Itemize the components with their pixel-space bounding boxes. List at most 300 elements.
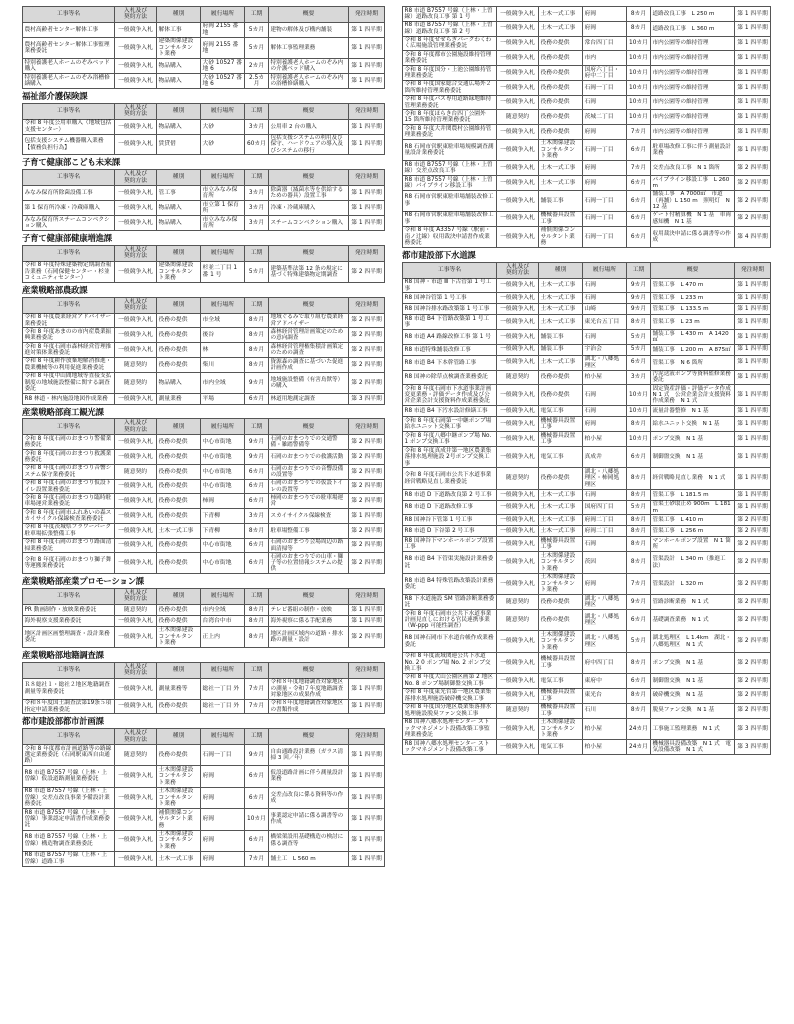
category: 土木関係建設コンサルタント業務 [157, 830, 201, 851]
contract-method: 一般競争入札 [115, 699, 157, 714]
contract-method: 一般競争入札 [115, 328, 157, 343]
table-row [403, 51, 771, 66]
summary: 制御盤交換 N 1 基 [651, 447, 735, 468]
duration: 10カ月 [245, 809, 269, 830]
procurement-name: 令和 8 年度石岡のおまつり音響システム保守業務委託 [23, 464, 115, 479]
procurement-table [22, 103, 385, 155]
category: 補償関係コンサルタント業務 [539, 226, 583, 247]
procurement-name: 地区計画区画整理調査・設計業務委託 [23, 626, 115, 647]
table-row [403, 447, 771, 468]
contract-method: 一般競争入札 [497, 176, 539, 191]
summary: 事業認定申請に係る調書等の作成 [269, 809, 349, 830]
category: 物品購入 [157, 216, 201, 231]
contract-method: 随意契約 [497, 468, 539, 489]
category: 役務の提供 [157, 450, 201, 465]
summary: 管路診断業務 N 1 式 [651, 595, 735, 610]
table-row [403, 573, 771, 594]
duration: 24カ月 [627, 740, 651, 755]
location: 府岡 [583, 125, 627, 140]
location: 中心市街地 [201, 538, 245, 553]
order-quarter: 第 2 四半期 [735, 673, 771, 688]
contract-method: 一般競争入札 [497, 673, 539, 688]
table-row [403, 417, 771, 432]
duration: 5カ月 [627, 631, 651, 652]
procurement-table [402, 6, 771, 248]
duration: 3カ月 [245, 119, 269, 134]
table-row [403, 344, 771, 355]
col-header-method: 入札及び 契約方法 [115, 588, 157, 604]
contract-method: 一般競争入札 [115, 134, 157, 155]
contract-method: 一般競争入札 [115, 261, 157, 282]
duration: 5カ月 [627, 344, 651, 355]
procurement-name: R8 国神谷管第 1 号工事 [403, 293, 497, 304]
contract-method: 一般競争入札 [115, 509, 157, 524]
table-row [403, 515, 771, 526]
col-header-name: 工事等名 [23, 419, 115, 435]
duration: 3カ月 [245, 509, 269, 524]
summary: 地区計画区域内の道路・排水路の測量・設計 [269, 626, 349, 647]
order-quarter: 第 1 四半期 [349, 809, 385, 830]
summary: 石岡のおまつりでの音響設備の設置等 [269, 464, 349, 479]
duration: 8カ月 [245, 523, 269, 538]
contract-method: 一般競争入札 [115, 186, 157, 201]
duration: 8カ月 [627, 468, 651, 489]
duration: 6カ月 [627, 226, 651, 247]
summary: 資源森の調査に基づいた促進計画作成 [269, 357, 349, 372]
category: 役務の提供 [157, 479, 201, 494]
col-header-type: 種別 [157, 588, 201, 604]
order-quarter: 第 1 四半期 [735, 304, 771, 315]
order-quarter: 第 2 四半期 [735, 211, 771, 226]
category: 管工事 [157, 186, 201, 201]
table-row [23, 357, 385, 372]
order-quarter: 第 1 四半期 [735, 36, 771, 51]
contract-method: 一般競争入札 [497, 432, 539, 447]
order-quarter: 第 1 四半期 [349, 201, 385, 216]
summary: 管渠工事 L 233 m [651, 293, 735, 304]
order-quarter: 第 1 四半期 [735, 468, 771, 489]
summary: 道路改良工事 L 250 m [651, 7, 735, 22]
contract-method: 一般競争入札 [497, 526, 539, 537]
col-header-type: 種別 [539, 262, 583, 278]
procurement-name: R8 下水道施設 SM 管路診断業務委託 [403, 595, 497, 610]
procurement-name: 令和 8 年度国分地区農業集落排水処理施設脱臭ファン交換工事 [403, 703, 497, 718]
duration: 7カ月 [627, 125, 651, 140]
contract-method: 一般競争入札 [497, 51, 539, 66]
table-row [403, 673, 771, 688]
duration: 3カ月 [245, 216, 269, 231]
procurement-name: みなみ保育所除菌設備工事 [23, 186, 115, 201]
location: 湖北・八郷処理区 [583, 610, 627, 631]
col-header-place: 履行場所 [583, 262, 627, 278]
order-quarter: 第 1 四半期 [349, 74, 385, 89]
contract-method: 一般競争入札 [115, 626, 157, 647]
summary: 公用車 2 台の購入 [269, 119, 349, 134]
table-row [403, 610, 771, 631]
table-row [403, 355, 771, 370]
duration: 10カ月 [627, 406, 651, 417]
location: 石岡 [583, 489, 627, 500]
summary: 管渠設計 L 340 m（推進工法） [651, 552, 735, 573]
contract-method: 一般競争入札 [115, 393, 157, 404]
contract-method: 一般競争入札 [497, 80, 539, 95]
duration: 6カ月 [627, 190, 651, 211]
order-quarter: 第 1 四半期 [735, 447, 771, 468]
location: 中心市街地 [201, 479, 245, 494]
category: 土木関係建設コンサルタント業務 [539, 552, 583, 573]
col-header-period: 工期 [245, 297, 269, 313]
location: 中心市街地 [201, 435, 245, 450]
location: 石岡一丁目 [583, 190, 627, 211]
contract-method: 一般競争入札 [115, 615, 157, 626]
procurement-name: R8 国神谷排水路改築第 1 号工事 [403, 304, 497, 315]
order-quarter: 第 1 四半期 [349, 830, 385, 851]
duration: 5カ月 [627, 500, 651, 515]
procurement-name: 令和 8 年度真成井第一地区農業集落排水処理施設 2号ポンプ交換工事 [403, 447, 497, 468]
category: 建築関係建設コンサルタント業務 [157, 37, 201, 58]
table-row [403, 278, 771, 293]
col-header-place: 履行場所 [201, 419, 245, 435]
summary: 管渠土砂取止め 900m L 181 m [651, 500, 735, 515]
order-quarter: 第 1 四半期 [349, 37, 385, 58]
summary: 管渠設計 L 320 m [651, 573, 735, 594]
procurement-name: R8 市道 B7557 号線（上林・上曽線）交差点改良工事 [403, 161, 497, 176]
table-row [23, 626, 385, 647]
procurement-name: 令和 8 年度公用車購入（地域包括支援センター） [23, 119, 115, 134]
summary: 市内公園等の維持管理 [651, 95, 735, 110]
duration: 10カ月 [627, 66, 651, 81]
order-quarter: 第 1 四半期 [735, 432, 771, 447]
contract-method: 一般競争入札 [497, 515, 539, 526]
category: 役務の提供 [539, 110, 583, 125]
summary: ポンプ交換 N 1 基 [651, 652, 735, 673]
location: 東光台 [583, 688, 627, 703]
contract-method: 一般競争入札 [497, 190, 539, 211]
table-row [403, 468, 771, 489]
contract-method: 一般競争入札 [115, 313, 157, 328]
col-header-name: 工事等名 [23, 588, 115, 604]
procurement-name: 令和 8 年度石岡のおまつり救護業務委託 [23, 450, 115, 465]
summary: 林道用地測定調査 [269, 393, 349, 404]
summary: 森林経営管理権集積計画策定のための調査 [269, 343, 349, 358]
col-header-quarter: 発注時期 [349, 170, 385, 186]
location: 下青柳 [201, 509, 245, 524]
col-header-quarter: 発注時期 [349, 662, 385, 678]
table-row [403, 21, 771, 36]
duration: 6カ月 [627, 610, 651, 631]
duration: 6カ月 [245, 553, 269, 574]
order-quarter: 第 1 四半期 [349, 216, 385, 231]
duration: 8カ月 [245, 313, 269, 328]
summary: 制御盤交換 N 1 基 [651, 673, 735, 688]
procurement-name: 令和 8 年度ほらき台四丁公園外 15 箇所維持管理業務委託 [403, 110, 497, 125]
table-row [403, 552, 771, 573]
summary: 駐車場整備工事 [269, 523, 349, 538]
category: 機械器具設置工事 [539, 652, 583, 673]
category: 土木一式工事 [539, 278, 583, 293]
col-header-place: 履行場所 [201, 729, 245, 745]
department-heading: 福祉部介護保険課 [22, 91, 88, 102]
procurement-name: 特別養護老人ホームのぞみベッド購入 [23, 59, 115, 74]
category: 土木一式工事 [539, 500, 583, 515]
duration: 10カ月 [627, 385, 651, 406]
duration: 6カ月 [627, 447, 651, 468]
table-row [403, 95, 771, 110]
col-header-period: 工期 [245, 729, 269, 745]
category: 機械器具設置工事 [539, 537, 583, 552]
procurement-name: 令和 8 年度あまのの市内産農業振興業務委託 [23, 328, 115, 343]
procurement-name: 令和 8 年度国分・上池公園維持管理業務委託 [403, 66, 497, 81]
table-row [403, 293, 771, 304]
location: 府岡 [583, 417, 627, 432]
procurement-table [22, 588, 385, 648]
location: 茨因 [583, 552, 627, 573]
location: 市全域 [201, 313, 245, 328]
procurement-name: 令和 8 年度石岡市ふれあいの森スカイサイクル保線検査業務委託 [23, 509, 115, 524]
table-row [403, 718, 771, 739]
order-quarter: 第 1 四半期 [349, 59, 385, 74]
duration: 8カ月 [245, 328, 269, 343]
location: 府岡 [201, 851, 245, 866]
order-quarter: 第 1 四半期 [735, 417, 771, 432]
summary: 管渠工事 L 410 m [651, 515, 735, 526]
duration: 10カ月 [627, 51, 651, 66]
duration: 2.5カ月 [245, 74, 269, 89]
procurement-name: R8 石岡市営駅東駐車場舗装改修工事 [403, 190, 497, 211]
col-header-summary: 概要 [269, 662, 349, 678]
location: 府岡 2155 番地 [201, 37, 245, 58]
summary: スカイサイクル保線検査 [269, 509, 349, 524]
location: 大砂 10527 番地 6 [201, 59, 245, 74]
duration: 7カ月 [245, 851, 269, 866]
category: 役務の提供 [539, 51, 583, 66]
table-row [23, 186, 385, 201]
category: 機械器具設置工事 [539, 703, 583, 718]
category: 役務の提供 [157, 509, 201, 524]
col-header-method: 入札及び 契約方法 [115, 297, 157, 313]
table-row [403, 7, 771, 22]
location: 大砂 [201, 134, 245, 155]
table-row [23, 343, 385, 358]
location: 府岡 [201, 766, 245, 787]
order-quarter: 第 1 四半期 [349, 745, 385, 766]
contract-method: 一般競争入札 [115, 59, 157, 74]
order-quarter: 第 1 四半期 [735, 80, 771, 95]
order-quarter: 第 2 四半期 [349, 313, 385, 328]
table-row [403, 526, 771, 537]
location: 市立みなみ保育所 [201, 216, 245, 231]
right-column [402, 6, 770, 1018]
location: 府岡 2155 番地 [201, 22, 245, 37]
procurement-table [402, 262, 771, 755]
contract-method: 一般競争入札 [497, 552, 539, 573]
summary: 破砕機交換 N 1 基 [651, 688, 735, 703]
location: 石岡一丁目 [201, 745, 245, 766]
category: 解体工事 [157, 22, 201, 37]
location: 杉並二丁目 1 番 1 号 [201, 261, 245, 282]
contract-method: 一般競争入札 [497, 95, 539, 110]
contract-method: 一般競争入札 [115, 74, 157, 89]
category: 役務の提供 [157, 464, 201, 479]
category: 役務の提供 [157, 313, 201, 328]
category: 物品購入 [157, 201, 201, 216]
category: 役務の提供 [157, 538, 201, 553]
table-row [23, 134, 385, 155]
col-header-summary: 概要 [651, 262, 735, 278]
procurement-name: 令和 8 年度耕作放棄地解消推進・農業機械等の利用促進業務委託 [23, 357, 115, 372]
procurement-name: 令和 8 年度石岡のおまつり仮設トイレ設置業務委託 [23, 479, 115, 494]
order-quarter: 第 1 四半期 [349, 699, 385, 714]
contract-method: 一般競争入札 [115, 494, 157, 509]
category: 役務の提供 [539, 595, 583, 610]
contract-method: 一般競争入札 [497, 489, 539, 500]
contract-method: 一般競争入札 [115, 553, 157, 574]
summary: 工事施工監理業務 N 1 式 [651, 718, 735, 739]
location: 湖北・八郷処理区・柿岡処理区 [583, 468, 627, 489]
summary: 令和８年度地籍調査対象地区の書類作成 [269, 699, 349, 714]
order-quarter: 第 1 四半期 [735, 500, 771, 515]
contract-method: 一般競争入札 [497, 278, 539, 293]
procurement-name: 海外視察支援業務委託 [23, 615, 115, 626]
table-row [403, 330, 771, 345]
col-header-method: 入札及び 契約方法 [115, 170, 157, 186]
summary: 森林経営管理計画策定のための意向調査 [269, 328, 349, 343]
order-quarter: 第 1 四半期 [735, 406, 771, 417]
location: 石岡 [583, 385, 627, 406]
procurement-name: R8 市道 B4 下汚水設計修繕工事 [403, 406, 497, 417]
category: 土木一式工事 [539, 526, 583, 537]
order-quarter: 第 2 四半期 [349, 464, 385, 479]
procurement-name: 令和 8 年度石岡市公共下水道事業計画見直しにおける官民連携事業（W-ppp 可能性調査） [403, 610, 497, 631]
category: 電気工事 [539, 673, 583, 688]
summary: 脱臭ファン交換 N 1 基 [651, 703, 735, 718]
location: 石岡 [583, 330, 627, 345]
duration: 7カ月 [627, 161, 651, 176]
contract-method: 随意契約 [497, 370, 539, 385]
col-header-quarter: 発注時期 [735, 262, 771, 278]
procurement-name: みなみ保育所スチームコンベクション購入 [23, 216, 115, 231]
summary: 固定資産評価・評価データ作成 N 1 式 公営企業会計支援資料作成業務 N 1 式 [652, 385, 737, 405]
category: 舗装工事 [539, 344, 583, 355]
summary: 汚泥送液ポンプ等資料監修業務委託 [651, 370, 735, 385]
summary: 管渠工事 N 6 箇所 [651, 355, 735, 370]
procurement-name: 令和 8 年度都市計画道路等の路線選定業務委託（石岡駅東西自由通路） [23, 745, 115, 766]
order-quarter: 第 1 四半期 [349, 766, 385, 787]
summary: 管渠工事 L 256 m [651, 526, 735, 537]
contract-method: 一般競争入札 [497, 161, 539, 176]
contract-method: 一般競争入札 [497, 139, 539, 160]
table-row [23, 37, 385, 58]
table-header-row [23, 170, 385, 186]
table-header-row [23, 103, 385, 119]
col-header-quarter: 発注時期 [349, 7, 385, 23]
order-quarter: 第 2 四半期 [349, 494, 385, 509]
order-quarter: 第 2 四半期 [349, 261, 385, 282]
order-quarter: 第 1 四半期 [349, 604, 385, 615]
duration: 6カ月 [245, 787, 269, 808]
procurement-name: 令和 8 年度中山間地域等直接支払制度の地域施設整備に関する調査委託 [23, 372, 115, 393]
contract-method: 一般競争入札 [497, 226, 539, 247]
contract-method: 一般競争入札 [115, 787, 157, 808]
location: 山崎 [583, 304, 627, 315]
duration: 8カ月 [245, 604, 269, 615]
table-row [23, 393, 385, 404]
procurement-name: R8 市道 B7557 号線（上林・上曽線）仮設道路測量業務委託 [23, 766, 115, 787]
category: 電気工事 [539, 740, 583, 755]
col-header-quarter: 発注時期 [349, 729, 385, 745]
summary: 管渠工事 L 470 m [651, 278, 735, 293]
duration: 9カ月 [627, 304, 651, 315]
category: 舗装工事 [539, 190, 583, 211]
procurement-name: R8 市道 B7557 号線（上林・上曽線）道路改良工事 第 2 号 [403, 21, 497, 36]
duration: 60カ月 [245, 134, 269, 155]
contract-method: 一般競争入札 [497, 355, 539, 370]
summary: 機械器具設備改築 N 1 式 電気設備改築 N 1 式 [651, 740, 735, 755]
order-quarter: 第 2 四半期 [349, 479, 385, 494]
summary: 地域施設整備（有害鳥獣等）の購入 [269, 372, 349, 393]
order-quarter: 第 2 四半期 [349, 626, 385, 647]
order-quarter: 第 2 四半期 [349, 328, 385, 343]
col-header-quarter: 発注時期 [349, 297, 385, 313]
summary: 冷凍・冷蔵庫購入 [269, 201, 349, 216]
category: 役務の提供 [539, 125, 583, 140]
duration: 24カ月 [627, 718, 651, 739]
summary: 交差点改良工事 N 1 箇所 [651, 161, 735, 176]
order-quarter: 第 1 四半期 [735, 66, 771, 81]
location: 市立みなみ保育所 [201, 186, 245, 201]
summary: 給水ユニット交換 N 1 基 [651, 417, 735, 432]
contract-method: 一般競争入札 [497, 537, 539, 552]
table-row [403, 385, 771, 406]
contract-method: 一般競争入札 [497, 385, 539, 406]
location: 中心市街地 [201, 450, 245, 465]
category: 役務の提供 [157, 699, 201, 714]
col-header-place: 履行場所 [201, 170, 245, 186]
contract-method: 一般競争入札 [497, 631, 539, 652]
col-header-place: 履行場所 [201, 103, 245, 119]
location: 府岡 [583, 161, 627, 176]
order-quarter: 第 1 四半期 [735, 7, 771, 22]
col-header-name: 工事等名 [23, 729, 115, 745]
order-quarter: 第 1 四半期 [735, 110, 771, 125]
table-row [403, 190, 771, 211]
location: 台湾台中市 [201, 615, 245, 626]
procurement-name: 令和 8 年度八郷中継ポンプ場 No. 1 ポンプ交換工事 [403, 432, 497, 447]
table-header-row [23, 419, 385, 435]
summary: 建築基準法第 12 条の規定に基づく特殊建築物定期調査 [269, 261, 349, 282]
table-row [23, 479, 385, 494]
category: 土木一式工事 [539, 21, 583, 36]
summary: 道路改良工事 L 360 m [651, 21, 735, 36]
duration: 3カ月 [245, 201, 269, 216]
summary: 仮設道路計画に伴う測量設計業務 [269, 766, 349, 787]
table-row [403, 161, 771, 176]
duration: 8カ月 [627, 515, 651, 526]
duration: 5カ月 [627, 330, 651, 345]
procurement-name: 令和 8 年度石岡第一中継ポンプ場給水ユニット交換工事 [403, 417, 497, 432]
procurement-table [22, 245, 385, 283]
summary: 建物の解体及び構内舗装 [269, 22, 349, 37]
summary: 特別養護老人ホームのぞみ内の浴槽修繕購入 [269, 74, 349, 89]
duration: 10カ月 [627, 110, 651, 125]
col-header-summary: 概要 [269, 297, 349, 313]
contract-method: 随意契約 [497, 610, 539, 631]
table-row [23, 509, 385, 524]
department-heading: 都市建設部下水道課 [402, 250, 476, 261]
duration: 6カ月 [627, 355, 651, 370]
procurement-name: 令和 8 年度石岡市下水道事業計画変更業務・評価データ作成及び公営企業会計支援資料作成業務委託 [403, 385, 497, 406]
table-row [403, 315, 771, 330]
